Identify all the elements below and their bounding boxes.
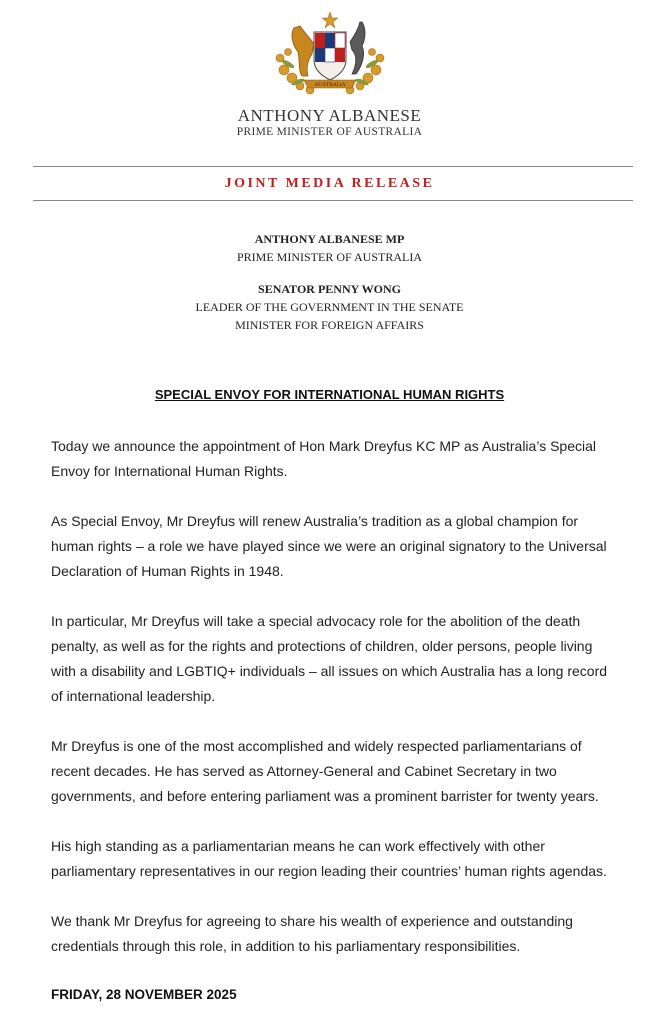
body-paragraph: As Special Envoy, Mr Dreyfus will renew Australia’s tradition as a global champion for human rights – a role we have played since we were an original signatory to the Universal Declaration of Human Rights in 1948. [51,513,607,579]
header-divider-top [33,166,633,167]
release-body [51,434,616,984]
ministers-block [0,230,659,334]
release-type-label: JOINT MEDIA RELEASE [224,176,435,191]
header-divider-bottom [33,200,633,201]
letterhead-title: PRIME MINISTER OF AUSTRALIA [236,126,423,138]
release-date: FRIDAY, 28 NOVEMBER 2025 [51,987,237,1002]
minister-name: ANTHONY ALBANESE MP [254,232,405,246]
body-paragraph: His high standing as a parliamentarian means he can work effectively with other parliamentary representatives in our region leading their countries’ human rights agendas. [51,838,607,879]
minister-name: SENATOR PENNY WONG [258,282,401,296]
minister-role: PRIME MINISTER OF AUSTRALIA [236,250,422,264]
coat-of-arms-icon [270,8,390,98]
body-paragraph: Mr Dreyfus is one of the most accomplished and widely respected parliamentarians of recent decades. He has served as Attorney-General and Cabinet Secretary in two governments, and before entering parliament was a prominent barrister for twenty years. [51,738,599,804]
body-paragraph: We thank Mr Dreyfus for agreeing to share his wealth of experience and outstanding credentials through this role, in addition to his parliamentary responsibilities. [51,913,573,954]
letterhead-name: ANTHONY ALBANESE [237,106,422,125]
crest-banner-text: AUSTRALIA [314,82,346,89]
minister-role: MINISTER FOR FOREIGN AFFAIRS [235,318,424,332]
body-paragraph: Today we announce the appointment of Hon Mark Dreyfus KC MP as Australia’s Special Envoy for International Human Rights. [51,438,596,479]
release-headline: SPECIAL ENVOY FOR INTERNATIONAL HUMAN RIGHTS [154,387,505,402]
minister-role: LEADER OF THE GOVERNMENT IN THE SENATE [195,300,464,314]
body-paragraph: In particular, Mr Dreyfus will take a special advocacy role for the abolition of the death penalty, as well as for the rights and protections of children, older persons, people living with a disability and LGBTIQ+ individuals – all issues on which Australia has a long record of international leadership. [51,613,608,704]
